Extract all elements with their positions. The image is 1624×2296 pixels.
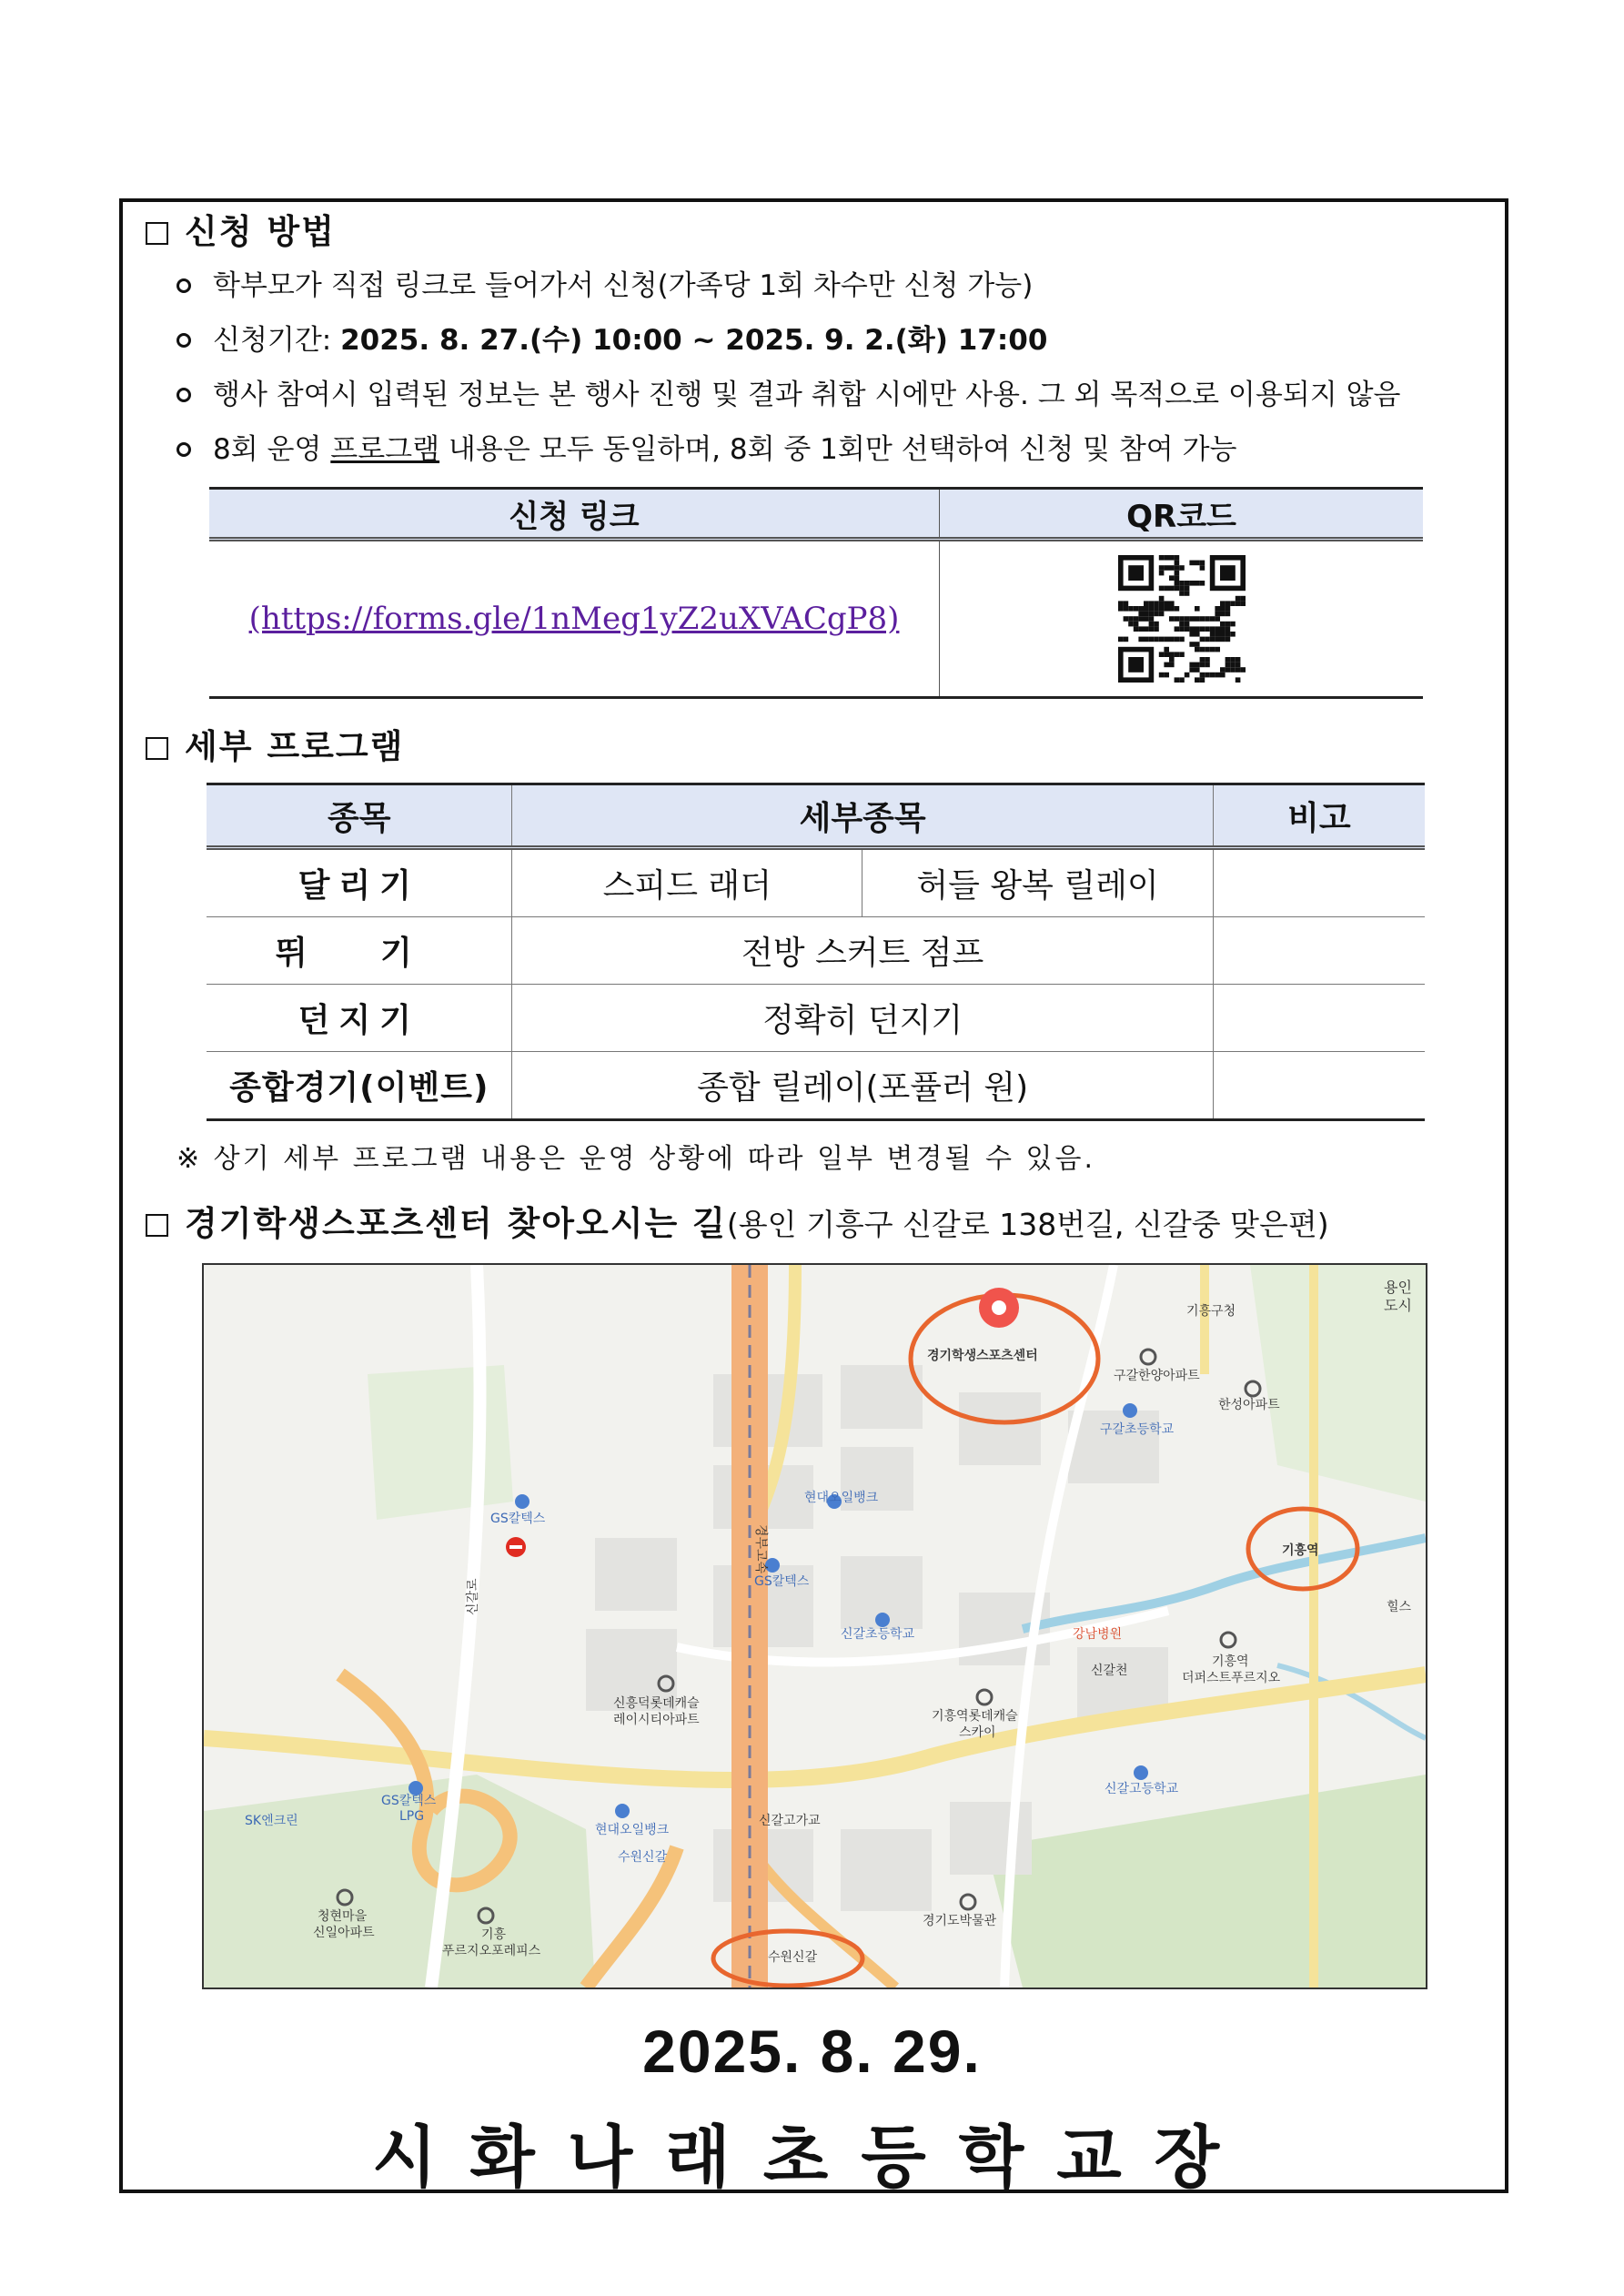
map-label: 신갈로 (466, 1578, 480, 1615)
category-cell: 달리기 (207, 848, 512, 917)
map-label: GS칼텍스 (381, 1794, 437, 1808)
qr-column-header: QR코드 (940, 489, 1424, 540)
map-label: 기흥역롯데캐슬 (932, 1709, 1018, 1724)
table-row (207, 848, 1425, 917)
circle-bullet-icon (177, 333, 191, 348)
circle-bullet-icon (177, 278, 191, 293)
map-label: 기흥역 (1282, 1543, 1319, 1558)
qr-code-icon[interactable] (1118, 555, 1246, 683)
circle-bullet-icon (177, 388, 191, 402)
map-label: GS칼텍스 (754, 1574, 810, 1589)
note-cell (1213, 848, 1425, 917)
map-label: 수원신갈 (768, 1950, 818, 1965)
detail-cell: 종합 릴레이(포퓰러 원) (512, 1052, 1213, 1120)
map-label: 기흥역 (1212, 1654, 1249, 1669)
map-label: 신흥덕롯데캐슬 (613, 1696, 700, 1711)
header-category: 종목 (207, 784, 512, 848)
map-label: 스카이 (959, 1725, 996, 1740)
program-footnote: ※ 상기 세부 프로그램 내용은 운영 상황에 따라 일부 변경될 수 있음. (177, 1143, 1096, 1175)
link-table (209, 487, 1423, 699)
table-row (207, 1052, 1425, 1120)
map-label: 신갈천 (1091, 1664, 1128, 1678)
qr-cell (940, 540, 1424, 698)
map-label: 신갈고가교 (759, 1814, 821, 1828)
detail-cell: 허들 왕복 릴레이 (862, 848, 1214, 917)
table-row (207, 985, 1425, 1052)
map-label: 한성아파트 (1218, 1398, 1280, 1412)
issue-date: 2025. 8. 29. (642, 2018, 982, 2085)
map-label: 신갈초등학교 (841, 1627, 915, 1642)
link-column-header: 신청 링크 (209, 489, 940, 540)
map-label: LPG (399, 1809, 425, 1824)
map-label: 현대오일뱅크 (595, 1823, 670, 1837)
map-label: 경기도박물관 (923, 1914, 997, 1928)
link-cell (209, 540, 940, 698)
principal-signature: 시화나래초등학교장 (371, 2119, 1253, 2197)
map-label: 더퍼스트푸르지오 (1182, 1671, 1281, 1685)
map-label: 용인 (1384, 1279, 1412, 1296)
apply-bullet: 학부모가 직접 링크로 들어가서 신청(가족당 1회 차수만 신청 가능) (177, 262, 1033, 303)
category-cell: 종합경기(이벤트) (207, 1052, 512, 1120)
map-label: GS칼텍스 (490, 1512, 546, 1526)
map-label: 기흥 (481, 1927, 507, 1942)
map-label: 수원신갈 (618, 1850, 668, 1865)
map-label: SK엔크린 (245, 1814, 298, 1828)
program-table (207, 783, 1425, 1121)
circle-bullet-icon (177, 442, 191, 457)
detail-cell: 정확히 던지기 (512, 985, 1213, 1052)
section-program-heading: 세부 프로그램 (146, 719, 404, 768)
map-label: 구갈한양아파트 (1114, 1369, 1200, 1383)
category-cell: 던지기 (207, 985, 512, 1052)
note-cell (1213, 1052, 1425, 1120)
map-label: 도시 (1384, 1297, 1412, 1314)
map-label: 기흥구청 (1186, 1304, 1236, 1319)
checkbox-icon (146, 222, 168, 245)
note-cell (1213, 917, 1425, 985)
category-cell: 뛰 기 (207, 917, 512, 985)
map-label: 푸르지오포레피스 (442, 1944, 541, 1958)
map-label: 힐스 (1387, 1600, 1412, 1614)
location-map[interactable] (202, 1263, 1427, 1989)
map-label: 신일아파트 (313, 1926, 375, 1940)
checkbox-icon (146, 737, 168, 760)
apply-period: 신청기간: 2025. 8. 27.(수) 10:00 ~ 2025. 9. 2.(화) 17:00 (177, 317, 1047, 358)
map-label: 청현마을 (318, 1909, 368, 1924)
header-note: 비고 (1213, 784, 1425, 848)
map-label-center: 경기학생스포츠센터 (927, 1349, 1038, 1363)
map-label: 신갈고등학교 (1105, 1782, 1179, 1796)
apply-bullet: 행사 참여시 입력된 정보는 본 행사 진행 및 결과 취합 시에만 사용. 그 외 목적으로 이용되지 않음 (177, 371, 1400, 412)
map-label: 경부고속 (753, 1524, 768, 1574)
map-label: 구갈초등학교 (1100, 1422, 1175, 1437)
map-label: 강남병원 (1073, 1627, 1123, 1642)
detail-cell: 전방 스커트 점프 (512, 917, 1213, 985)
checkbox-icon (146, 1214, 168, 1237)
map-label: 현대오일뱅크 (804, 1491, 879, 1505)
section-directions-heading: 경기학생스포츠센터 찾아오시는 길(용인 기흥구 신갈로 138번길, 신갈중 맞은편) (146, 1196, 1329, 1245)
header-detail: 세부종목 (512, 784, 1213, 848)
detail-cell: 스피드 래더 (512, 848, 862, 917)
map-label: 레이시티아파트 (613, 1713, 700, 1727)
note-cell (1213, 985, 1425, 1052)
section-apply-heading: 신청 방법 (146, 204, 336, 253)
form-link[interactable]: (https://forms.gle/1nMeg1yZ2uXVACgP8) (248, 601, 900, 637)
apply-rule: 8회 운영 프로그램 내용은 모두 동일하며, 8회 중 1회만 선택하여 신청 및 참여 가능 (177, 426, 1236, 467)
table-row (207, 917, 1425, 985)
